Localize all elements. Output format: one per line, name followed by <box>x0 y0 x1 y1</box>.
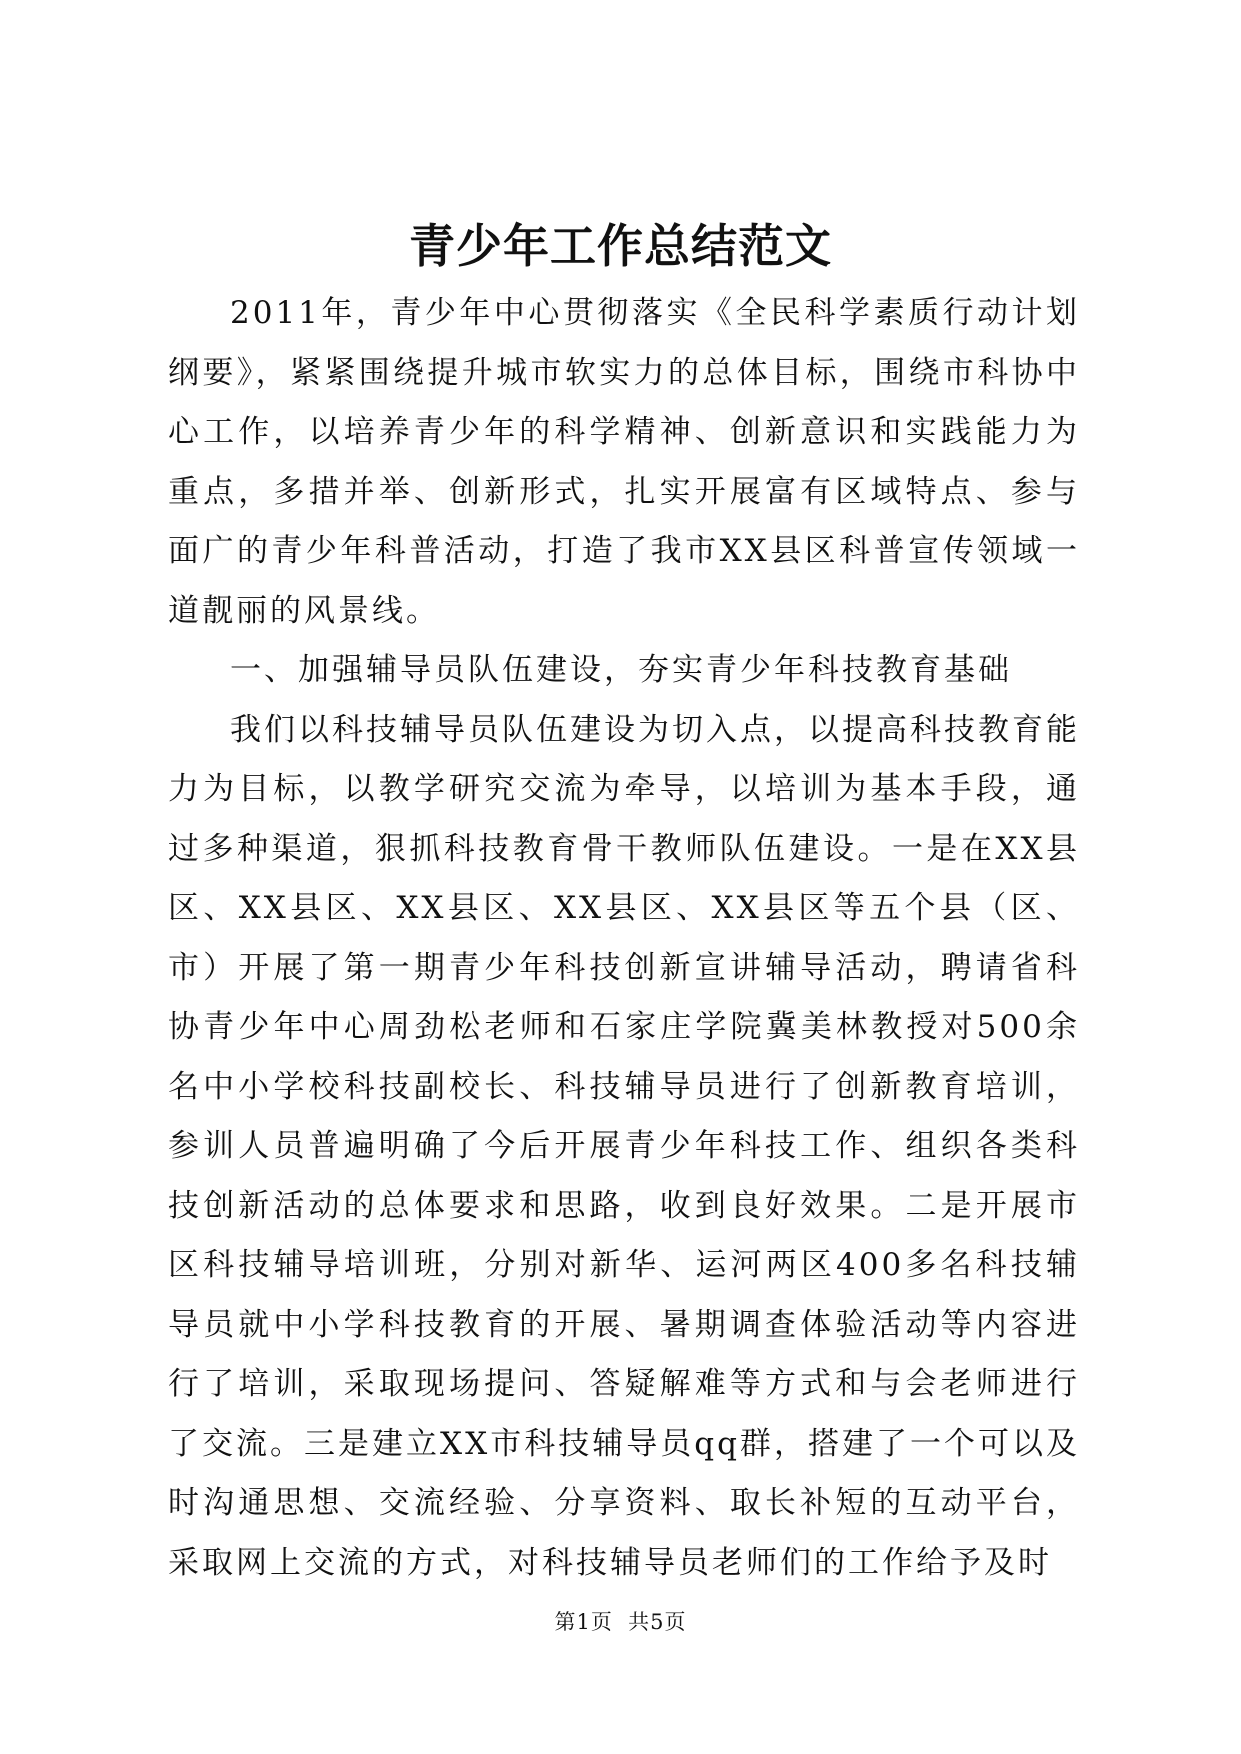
document-body <box>168 284 1080 1593</box>
page-footer <box>0 1608 1241 1636</box>
paragraph-section-1: 我们以科技辅导员队伍建设为切入点，以提高科技教育能力为目标，以教学研究交流为牵导，以培训为基本手段，通过多种渠道，狠抓科技教育骨干教师队伍建设。一是在XX县区、XX县区、XX县区、XX县区、XX县区等五个县（区、市）开展了第一期青少年科技创新宣讲辅导活动，聘请省科协青少年中心周劲松老师和石家庄学院冀美林教授对500余名中小学校科技副校长、科技辅导员进行了创新教育培训，参训人员普遍明确了今后开展青少年科技工作、组织各类科技创新活动的总体要求和思路，收到良好效果。二是开展市区科技辅导培训班，分别对新华、运河两区400多名科技辅导员就中小学科技教育的开展、暑期调查体验活动等内容进行了培训，采取现场提问、答疑解难等方式和与会老师进行了交流。三是建立XX市科技辅导员qq群，搭建了一个可以及时沟通思想、交流经验、分享资料、取长补短的互动平台，采取网上交流的方式，对科技辅导员老师们的工作给予及时 <box>168 711 1080 1581</box>
section-heading-1: 一、加强辅导员队伍建设，夯实青少年科技教育基础 <box>230 652 1012 688</box>
document-title: 青少年工作总结范文 <box>409 219 832 273</box>
paragraph-intro: 2011年，青少年中心贯彻落实《全民科学素质行动计划纲要》，紧紧围绕提升城市软实力的总体目标，围绕市科协中心工作，以培养青少年的科学精神、创新意识和实践能力为重点，多措并举、创新形式，扎实开展富有区域特点、参与面广的青少年科普活动，打造了我市XX县区科普宣传领域一道靓丽的风景线。 <box>168 295 1080 629</box>
page-number-label: 第1页 共5页 <box>554 1610 687 1634</box>
